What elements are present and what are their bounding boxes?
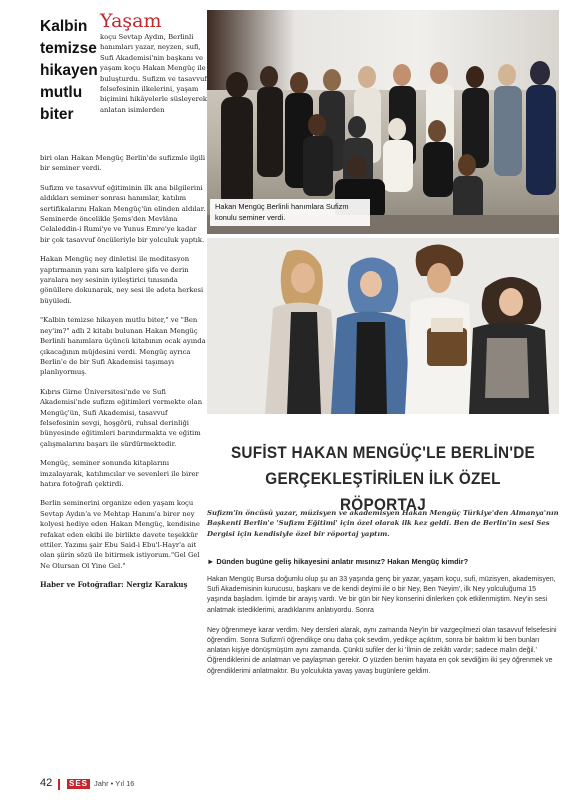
paragraph: "Kalbin temizse hikayen mutlu biter," ve "Ben ney'im?" adlı 2 kitabı bulunan Hakan Mengüç Berlinli hanımlara üçüncü kitabının ocak ayında çıkacağının müjdesini verdi. Mengüç ayrıca Berlin'e de bir Sufi Akademisi taşımayı planlıyormuş. (40, 316, 206, 377)
issue-info: Jahr • Yıl 16 (94, 779, 135, 788)
intro-paragraph: koçu Sevtap Aydın, Berlinli hanımları yazar, neyzen, sufi, Sufi Akademisi'nin başkanı ve yaşam koçu Hakan Mengüç ile buluşturdu. Sufizm ve tasavvuf felsefesinin ilkelerini, yaşam biçimini hikâyelerle süsleyerek anlatan isimlerden (100, 33, 208, 114)
headline-line-2: GERÇEKLEŞTİRİLEN İLK ÖZEL RÖPORTAJ (265, 469, 501, 514)
headline-line-1: SUFİST HAKAN MENGÜÇ'LE BERLİN'DE (230, 443, 536, 462)
left-column (40, 10, 208, 770)
intro-tail: biri olan Hakan Mengüç Berlin'de sufizmle ilgili bir seminer verdi. (40, 154, 206, 173)
paragraph: Hakan Mengüç ney dinletisi ile meditasyon yaptırmanın yanı sıra kalplere şifa ve derin yaralara ney sesinin iyileştirici tınısında gönüllere dokunarak, ney sesi ile adeta herkesi büyüledi. (40, 255, 204, 305)
magazine-logo: SES (69, 779, 89, 788)
paragraph: Kıbrıs Girne Üniversitesi'nde ve Sufi Akademisi'nde sufizm eğitimleri vermekte olan Mengüç'ün, Sufi Akademisi, tasavvuf felsefesinin sevgi, hoşgörü, ruhsal derinliği bünyesinde eğitimleri barındırmakta ve eğitim çalışmalarını başarı ile sürdürmektedir. (40, 387, 203, 448)
headline (207, 440, 559, 518)
photo-caption: Hakan Mengüç Berlinli hanımlara Sufizm konulu seminer verdi. (210, 199, 370, 226)
paragraph: Berlin seminerini organize eden yaşam koçu Sevtap Aydın'a ve Mehtap Hanım'a birer ney kolyesi hediye eden Hakan Mengüç, kendisine refakat eden ekibi ile birlikte davete teşekkür ettiler. Yazımı şair Ebu Said-i Ebu'l-Hayr'a ait olan şiirin sözü ile bitirmek istiyorum."Gel Gel Ne Olursan Ol Yine Gel." (40, 499, 200, 570)
group-photo (207, 10, 559, 234)
photo-credit: Haber ve Fotoğraflar: Nergiz Karakuş (40, 580, 188, 590)
interview-question: ► Dünden bugüne geliş hikayesini anlatır mısınız? Hakan Mengüç kimdir? (207, 557, 469, 566)
article-kicker: Kalbin temizse hikayen mutlu biter (40, 18, 98, 123)
interview-answer (207, 575, 559, 687)
lead-paragraph: Sufizm'in öncüsü yazar, müzisyen ve akademisyen Hakan Mengüç Türkiye'den Almanya'nın Başkenti Berlin'e 'Sufizm Eğitimi' için özel olarak ilk kez geldi. Ben de Berlin'in sesi Ses Dergisi için kendisiyle özel bir röportaj yaptım. (207, 509, 559, 538)
page-number: 42 (40, 777, 53, 789)
paragraph: Mengüç, seminer sonunda kitaplarını imzalayarak, katılımcılar ve sevenleri ile birer hatıra fotoğrafı çektirdi. (40, 459, 199, 488)
intro-text (100, 32, 208, 115)
paragraph: Sufizm ve tasavvuf eğitiminin ilk ana bilgilerini aldıkları seminer sonrası hanımlar, katılım sertifikalarını Hakan Mengüç'ün elinden aldılar. Seminerde öncelikle Şems'den Mevlâna Celaleddin-i Rumi'ye ve Yunus Emre'ye kadar bir çok tasavvuf öncüleriyle bir yolculuk yaptık. (40, 183, 206, 244)
portrait-illustration (207, 238, 559, 414)
drop-word: Yaşam (100, 10, 162, 32)
portrait-photo (207, 238, 559, 414)
answer-paragraph: Hakan Mengüç Bursa doğumlu olup şu an 33 yaşında genç bir yazar, yaşam koçu, sufi, müzisyen, akademisyen, Sufi Akademisinin kurucusu, başkanı ve de kendi deyimi ile o bir Ney, Ben 'Neyim', ilk Ney yolculuğuma 15 yaşında başladım. İçimde bir arayış vardı. Ve bir gün bir Ney konserini dinlerken çok etkilenmiştim. Ney'in sesi anlatmak istediklerimi, aradıklarımı anlatıyordu. Sonra (207, 576, 556, 614)
answer-paragraph: Ney öğrenmeye karar verdim. Ney dersleri alarak, aynı zamanda Ney'in bir vazgeçilmezi olan tasavvuf felsefesini öğrendim. Sonra Sufizm'i öğrendikçe onu daha çok sevdim, yedikçe açıktım, sonra bir baktım ki ben bunları anlatan kişiye dönüşmüşüm aynı zamanda. Çünkü sufiler der ki 'İlmin de zekâtı vardır; sadece malın değil.' Öğrendiklerini de anlatman ve paylaşman gerekir. O yüzden benim hayata en çok sevdiğim iki şey öğrenmek ve öğrendiklerimi anlatmaktır. Bu yolculukta yavaş yavaş bugünlere geldim. (207, 626, 557, 675)
page-footer (40, 775, 560, 795)
left-body (40, 154, 208, 591)
